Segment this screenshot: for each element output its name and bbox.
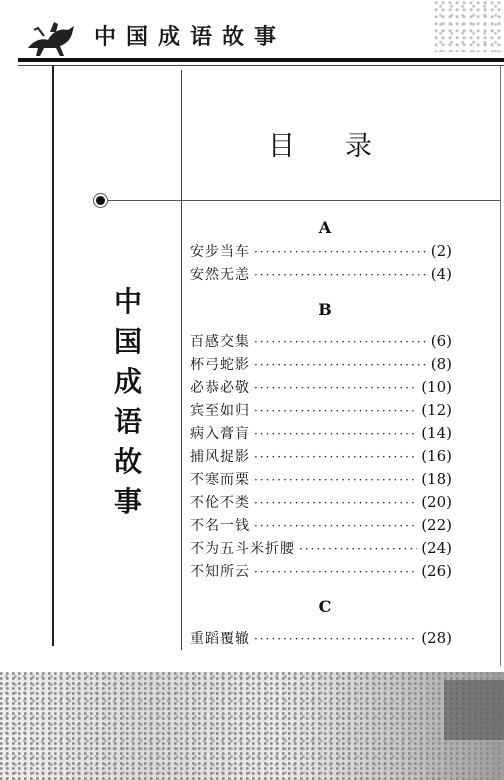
entry-title: 安然无恙 <box>190 267 250 283</box>
divider-line <box>108 200 500 201</box>
entry-page: (8) <box>430 355 452 373</box>
bottom-texture <box>0 672 504 780</box>
section-letter-a: A <box>318 218 332 237</box>
toc-entry[interactable] <box>190 353 452 376</box>
toc-entry[interactable] <box>190 240 452 263</box>
leader-dots <box>254 446 417 469</box>
entry-page: (12) <box>421 401 452 419</box>
vertical-char: 中 <box>113 285 142 318</box>
entry-page: (10) <box>421 378 452 396</box>
leader-dots <box>254 515 417 538</box>
toc-entry[interactable] <box>190 537 452 560</box>
section-letter-b: B <box>318 300 332 319</box>
header-title: 中国成语故事 <box>94 24 287 50</box>
leader-dots <box>254 423 417 446</box>
leader-dots <box>254 400 417 423</box>
horse-rider-icon <box>24 18 78 58</box>
table-of-contents <box>190 216 452 650</box>
leader-dots <box>254 331 427 354</box>
entry-page: (24) <box>421 539 452 557</box>
bullet-dot-icon <box>96 196 105 205</box>
vertical-char: 语 <box>113 405 142 438</box>
leader-dots <box>254 377 417 400</box>
toc-entry[interactable] <box>190 263 452 286</box>
toc-entry[interactable] <box>190 468 452 491</box>
entry-page: (28) <box>421 629 452 647</box>
entry-title: 不知所云 <box>190 564 250 580</box>
leader-dots <box>254 561 417 584</box>
corner-texture <box>434 0 504 52</box>
entry-page: (20) <box>421 493 452 511</box>
frame-divider <box>181 70 182 650</box>
entry-title: 重蹈覆辙 <box>190 631 250 647</box>
entry-page: (6) <box>430 332 452 350</box>
leader-dots <box>254 469 417 492</box>
vertical-char: 故 <box>113 445 142 478</box>
entry-title: 安步当车 <box>190 244 250 260</box>
leader-dots <box>299 538 417 561</box>
header-rule <box>18 58 504 62</box>
entry-title: 捕风捉影 <box>190 449 250 465</box>
frame-left-border <box>52 66 54 646</box>
toc-entry[interactable] <box>190 376 452 399</box>
entry-title: 不名一钱 <box>190 518 250 534</box>
leader-dots <box>254 492 417 515</box>
toc-entry[interactable] <box>190 514 452 537</box>
section-letter-c: C <box>318 597 332 616</box>
page-title: 目录 <box>268 131 422 162</box>
toc-entry[interactable] <box>190 627 452 650</box>
leader-dots <box>254 354 427 377</box>
toc-entry[interactable] <box>190 399 452 422</box>
entry-title: 病入膏肓 <box>190 426 250 442</box>
toc-entry[interactable] <box>190 560 452 583</box>
leader-dots <box>254 264 427 287</box>
corner-shadow <box>444 680 504 740</box>
entry-page: (22) <box>421 516 452 534</box>
leader-dots <box>254 628 417 651</box>
frame-right-border <box>500 66 501 666</box>
entry-page: (18) <box>421 470 452 488</box>
entry-title: 不伦不类 <box>190 495 250 511</box>
entry-title: 不为五斗米折腰 <box>190 541 295 557</box>
entry-title: 杯弓蛇影 <box>190 357 250 373</box>
toc-entry[interactable] <box>190 491 452 514</box>
vertical-char: 成 <box>113 365 142 398</box>
entry-title: 不寒而栗 <box>190 472 250 488</box>
page-header <box>0 0 504 66</box>
vertical-char: 国 <box>113 325 142 358</box>
entry-page: (16) <box>421 447 452 465</box>
entry-page: (4) <box>430 265 452 283</box>
entry-title: 百感交集 <box>190 334 250 350</box>
entry-page: (2) <box>430 242 452 260</box>
vertical-char: 事 <box>113 485 142 518</box>
header-rule-thin <box>18 65 504 66</box>
vertical-book-title <box>110 282 146 522</box>
entry-title: 宾至如归 <box>190 403 250 419</box>
entry-page: (26) <box>421 562 452 580</box>
entry-title: 必恭必敬 <box>190 380 250 396</box>
entry-page: (14) <box>421 424 452 442</box>
toc-entry[interactable] <box>190 330 452 353</box>
toc-entry[interactable] <box>190 445 452 468</box>
leader-dots <box>254 241 427 264</box>
toc-entry[interactable] <box>190 422 452 445</box>
